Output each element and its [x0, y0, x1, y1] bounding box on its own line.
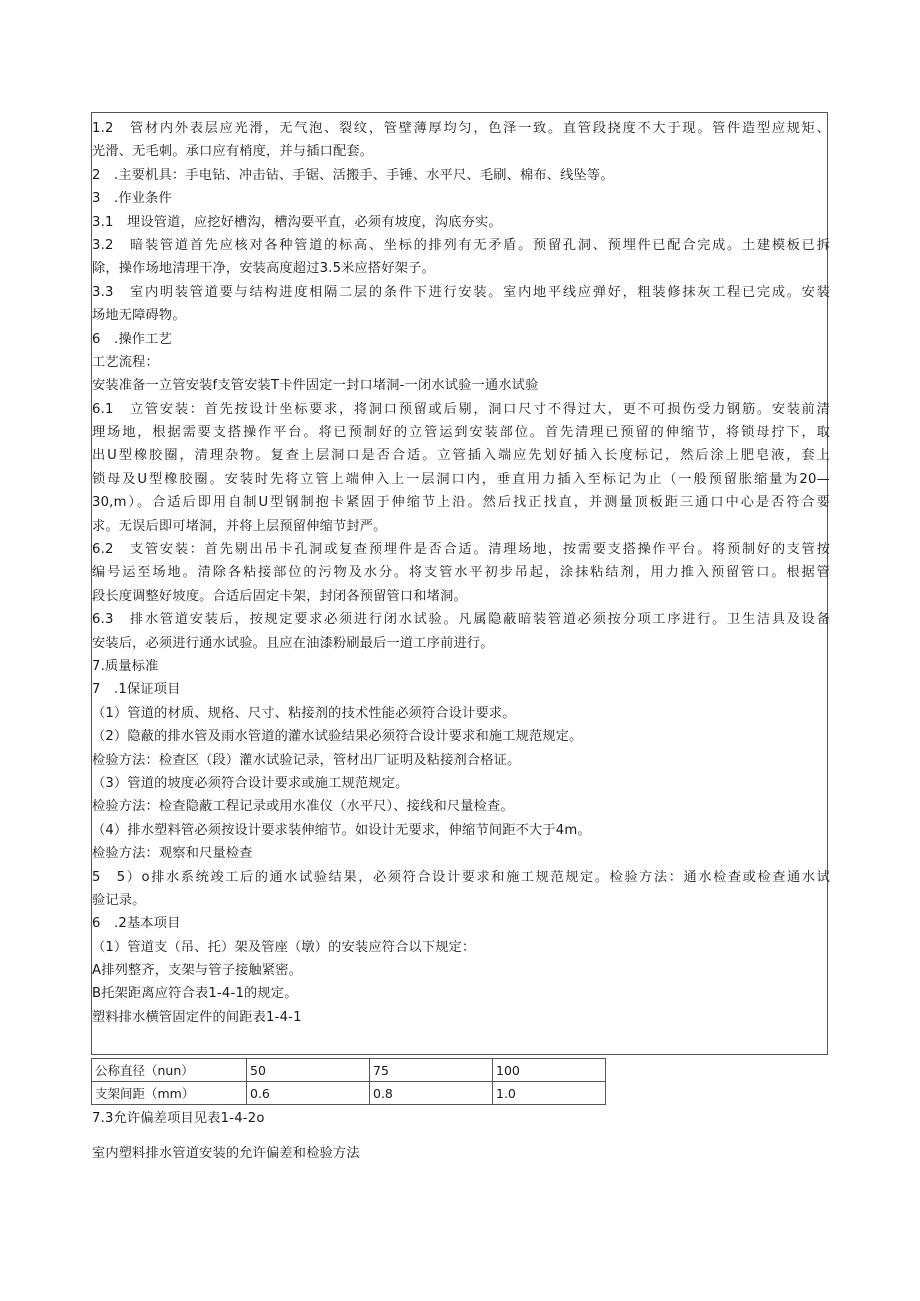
text-line: 1.2 管材内外表层应光滑，无气泡、裂纹，管壁薄厚均匀，色泽一致。直管段挠度不大于现。管件造型应规矩、: [92, 121, 830, 136]
text-line: 2 .主要机具：手电钻、冲击钻、手锯、活搬手、手锤、水平尺、毛刷、棉布、线坠等。: [92, 167, 614, 183]
text-line: 3.2 暗装管道首先应核对各种管道的标高、坐标的排列有无矛盾。预留孔洞、预埋件已配合完成。土建模板已拆: [92, 237, 830, 253]
table-cell: 公称直径（nun）: [92, 1059, 247, 1082]
text-line: 6.3 排水管道安装后，按规定要求必须进行闭水试验。凡属隐蔽暗装管道必须按分项工序进行。卫生洁具及设备: [92, 612, 830, 628]
text-line: 3.3 室内明装管道要与结构进度相隔二层的条件下进行安装。室内地平线应弹好，粗装修抹灰工程已完成。安装: [92, 284, 830, 300]
text-line: 3.1 埋设管道，应挖好槽沟，槽沟要平直，必须有坡度，沟底夯实。: [92, 214, 502, 230]
text-line: 检验方法：检查隐蔽工程记录或用水准仪（水平尺）、接线和尺量检查。: [92, 799, 514, 815]
text-line: 6.1 立管安装：首先按设计坐标要求，将洞口预留或后剔，洞口尺寸不得过大，更不可损伤受力钢筋。安装前清: [92, 401, 830, 417]
text-line: 出U型橡胶圈，清理杂物。复查上层洞口是否合适。立管插入端应先划好插入长度标记，然后涂上肥皂液，套上: [92, 448, 830, 464]
table-cell: 75: [370, 1059, 493, 1082]
text-line: 7.质量标准: [92, 658, 159, 674]
table-row: [92, 1059, 606, 1082]
text-line: 6 .2基本项目: [92, 916, 181, 932]
table-row: [92, 1082, 606, 1105]
text-line: 工艺流程：: [92, 354, 159, 370]
text-line: 检验方法：观察和尺量检查: [92, 846, 253, 862]
table-caption: 室内塑料排水管道安装的允许偏差和检验方法: [92, 1146, 360, 1161]
text-line: 30,m）。合适后即用自制U型钢制抱卡紧固于伸缩节上沿。然后找正找直，并测量顶板距三通口中心是否符合要: [92, 495, 830, 511]
text-line: 6 .操作工艺: [92, 331, 172, 347]
text-line: 3 .作业条件: [92, 191, 172, 207]
table-cell: 0.6: [247, 1082, 370, 1105]
text-line: 求。无误后即可堵洞，并将上层预留伸缩节封严。: [92, 518, 387, 534]
table-cell: 100: [493, 1059, 606, 1082]
text-line: 光滑、无毛刺。承口应有梢度，并与插口配套。: [92, 144, 374, 160]
text-line: 编号运至场地。清除各粘接部位的污物及水分。将支管水平初步吊起，涂抹粘结剂，用力推入预留管口。根据管: [92, 565, 830, 581]
text-line: （4）排水塑料管必须按设计要求装伸缩节。如设计无要求，伸缩节间距不大于4m。: [92, 822, 591, 838]
document-body: [92, 117, 830, 1029]
text-line: 锁母及U型橡胶圈。安装时先将立管上端伸入上一层洞口内，垂直用力插入至标记为止（一般预留胀缩量为20—: [92, 471, 830, 487]
text-line: 场地无障碍物。: [92, 308, 186, 324]
text-line: 安装后，必须进行通水试验。且应在油漆粉刷最后一道工序前进行。: [92, 635, 494, 651]
text-line: （1）管道的材质、规格、尺寸、粘接剂的技术性能必须符合设计要求。: [92, 705, 516, 721]
text-line: （3）管道的坡度必须符合设计要求或施工规范规定。: [92, 775, 409, 791]
pipe-support-spacing-table: [91, 1058, 606, 1105]
table-cell: 50: [247, 1059, 370, 1082]
text-line: 安装准备一立管安装f支管安装T卡件固定一封口堵洞-一闭水试验一通水试验: [92, 378, 539, 394]
text-line: 7 .1保证项目: [92, 682, 181, 698]
allowable-deviation-note: 7.3允许偏差项目见表1-4-2o: [92, 1111, 265, 1126]
text-line: A排列整齐，支架与管子接触紧密。: [92, 963, 303, 979]
text-line: 6.2 支管安装：首先剔出吊卡孔洞或复查预埋件是否合适。清理场地，按需要支搭操作平台。将预制好的支管按: [92, 542, 830, 558]
text-line: 5 5）o排水系统竣工后的通水试验结果，必须符合设计要求和施工规范规定。检验方法：通水检查或检查通水试: [92, 869, 830, 885]
table-cell: 1.0: [493, 1082, 606, 1105]
text-line: 验记录。: [92, 892, 146, 908]
text-line: 理场地，根据需要支搭操作平台。将已预制好的立管运到安装部位。首先清理已预留的伸缩节，将锁母拧下，取: [92, 425, 830, 441]
text-line: （2）隐蔽的排水管及雨水管道的灌水试验结果必须符合设计要求和施工规范规定。: [92, 729, 583, 745]
text-line: （1）管道支（吊、托）架及管座（墩）的安装应符合以下规定：: [92, 939, 476, 955]
text-line: B托架距离应符合表1-4-1的规定。: [92, 986, 298, 1002]
table-cell: 支架间距（mm）: [92, 1082, 247, 1105]
text-line: 塑料排水横管固定件的间距表1-4-1: [92, 1009, 302, 1025]
text-line: 除，操作场地清理干净，安装高度超过3.5米应搭好架子。: [92, 261, 435, 277]
text-line: 检验方法：检查区（段）灌水试验记录，管材出厂证明及粘接剂合格证。: [92, 752, 521, 768]
text-line: 段长度调整好坡度。合适后固定卡架，封闭各预留管口和堵洞。: [92, 588, 467, 604]
table-cell: 0.8: [370, 1082, 493, 1105]
